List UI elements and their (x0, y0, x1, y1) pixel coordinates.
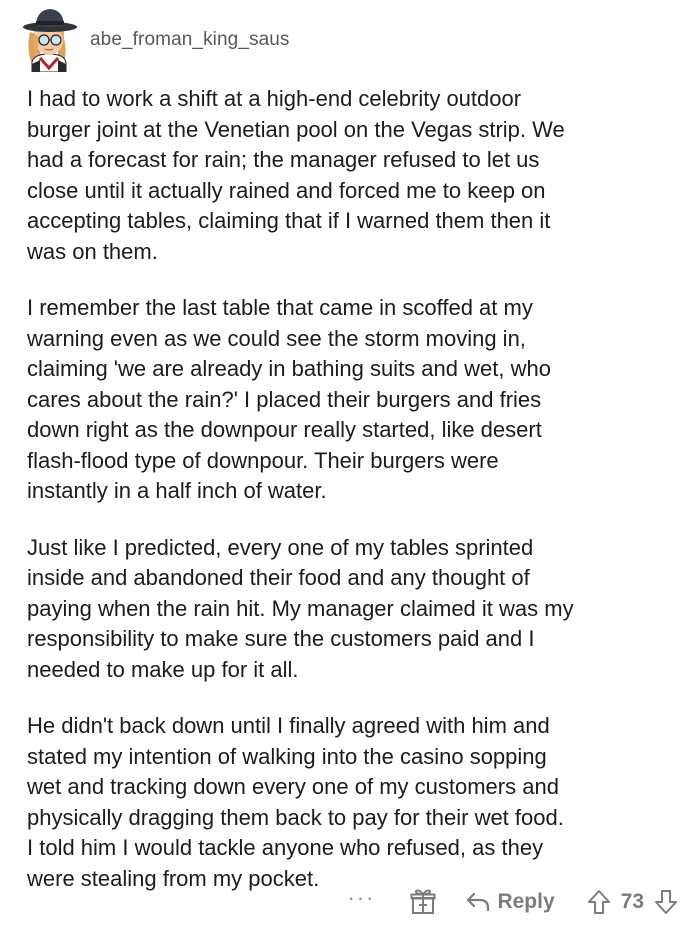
downvote-arrow-icon[interactable] (654, 889, 678, 915)
upvote-arrow-icon[interactable] (587, 889, 611, 915)
reply-arrow-icon (465, 891, 491, 913)
gift-icon[interactable] (409, 888, 437, 916)
comment-paragraph: He didn't back down until I finally agreed with him and stated my intention of walking into the casino sopping wet and tracking down every one of my customers and physically dragging them back to pay for their wet food. I told him I would tackle anyone who refused, as they were stealing from my pocket. (27, 713, 564, 891)
comment-paragraph: I had to work a shift at a high-end celebrity outdoor burger joint at the Venetian pool on the Vegas strip. We had a forecast for rain; the manager refused to let us close until it actually rained and forced me to keep on accepting tables, claiming that if I warned them then it was on them. (27, 86, 565, 264)
reply-label: Reply (497, 890, 555, 913)
comment-paragraph: Just like I predicted, every one of my tables sprinted inside and abandoned their food and any thought of paying when the rain hit. My manager claimed it was my responsibility to make sure the customers paid and I needed to make up for it all. (27, 534, 574, 682)
avatar-icon (18, 6, 80, 72)
username[interactable]: abe_froman_king_saus (90, 29, 290, 50)
more-options-icon[interactable]: ··· (347, 885, 376, 910)
avatar[interactable] (18, 6, 80, 72)
comment-header (18, 6, 290, 72)
comment-body (27, 84, 677, 920)
reply-button[interactable] (465, 890, 554, 914)
vote-count: 73 (620, 890, 644, 913)
comment-actions (347, 880, 678, 924)
vote-controls (587, 889, 678, 915)
comment-paragraph: I remember the last table that came in scoffed at my warning even as we could see the storm moving in, claiming 'we are already in bathing suits and wet, who cares about the rain?' I placed their burgers and fries down right as the downpour really started, like desert flash-flood type of downpour. Their burgers were instantly in a half inch of water. (27, 295, 551, 503)
